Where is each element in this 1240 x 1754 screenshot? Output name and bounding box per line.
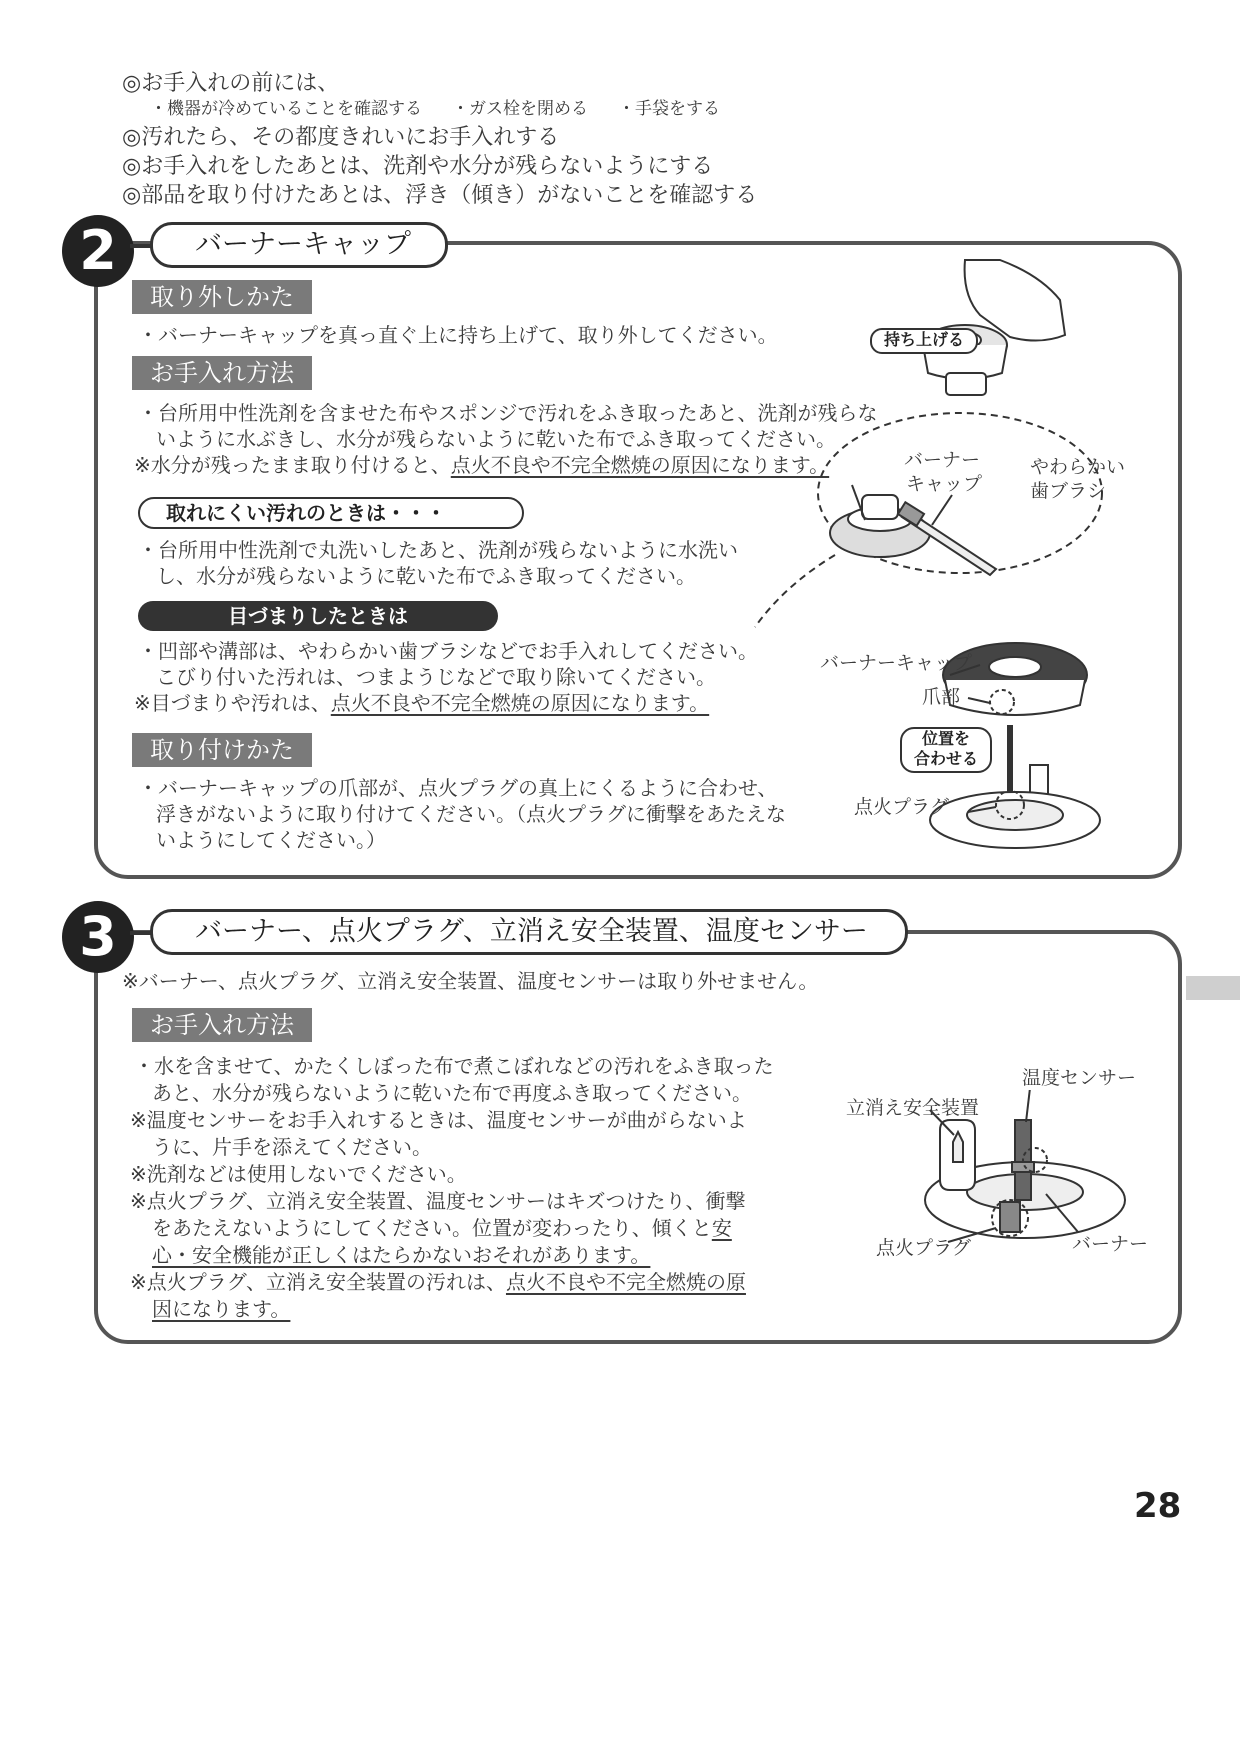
stubborn-line-2: し、水分が残らないように乾いた布でふき取ってください。 bbox=[156, 564, 696, 588]
intro-sub-list bbox=[150, 94, 750, 119]
care-line-2: いように水ぶきし、水分が残らないように乾いた布でふき取ってください。 bbox=[156, 427, 836, 451]
attach-line-3: いようにしてください。） bbox=[156, 828, 386, 852]
zoom-cap-label-2: キャップ bbox=[906, 473, 983, 495]
intro-sub-item: ・手袋をする bbox=[618, 99, 720, 119]
s3-plug-label: 点火プラグ bbox=[876, 1237, 972, 1259]
zoom-cap-label-1: バーナー bbox=[904, 449, 981, 471]
stubborn-label: 取れにくい汚れのときは・・・ bbox=[138, 497, 524, 529]
intro-sub-item: ・ガス栓を閉める bbox=[452, 99, 588, 119]
s3-care-line-9-prefix: ※点火プラグ、立消え安全装置の汚れは、 bbox=[130, 1270, 506, 1294]
s3-care-line-8 bbox=[152, 1242, 650, 1268]
zoom-brush-label-2: 歯ブラシ bbox=[1030, 480, 1107, 502]
plug-label: 点火プラグ bbox=[854, 796, 950, 818]
s3-care-line-9 bbox=[130, 1269, 746, 1295]
s3-care-line-7-underlined: 安 bbox=[711, 1216, 732, 1240]
s3-care-line-6: ※点火プラグ、立消え安全装置、温度センサーはキズつけたり、衝撃 bbox=[130, 1189, 746, 1213]
clog-line-1: ・凹部や溝部は、やわらかい歯ブラシなどでお手入れしてください。 bbox=[138, 639, 758, 663]
s3-care-line-5: ※洗剤などは使用しないでください。 bbox=[130, 1162, 467, 1186]
attach-label: 取り付けかた bbox=[132, 733, 312, 767]
intro-line-4: ◎部品を取り付けたあとは、浮き（傾き）がないことを確認する bbox=[122, 183, 758, 208]
side-index-tab bbox=[1186, 976, 1240, 1000]
s3-care-line-7 bbox=[152, 1215, 732, 1241]
section-3-number: 3 bbox=[62, 901, 134, 973]
s3-care-line-9-underlined: 点火不良や不完全燃焼の原 bbox=[505, 1270, 746, 1294]
section-2-title: バーナーキャップ bbox=[150, 222, 448, 268]
attach-line-1: ・バーナーキャップの爪部が、点火プラグの真上にくるように合わせ、 bbox=[138, 776, 778, 800]
s3-care-line-7-prefix: をあたえないようにしてください。位置が変わったり、傾くと bbox=[152, 1216, 712, 1240]
safety-device-label: 立消え安全装置 bbox=[846, 1097, 980, 1119]
intro-line-1: ◎お手入れの前には、 bbox=[122, 71, 340, 96]
clog-note bbox=[134, 690, 709, 716]
care-label: お手入れ方法 bbox=[132, 356, 312, 390]
zoom-brush-label-1: やわらかい bbox=[1030, 456, 1126, 478]
s3-care-line-3: ※温度センサーをお手入れするときは、温度センサーが曲がらないよ bbox=[130, 1108, 747, 1132]
s3-care-line-10-underlined: 因になります。 bbox=[152, 1297, 291, 1321]
clog-label: 目づまりしたときは bbox=[138, 601, 498, 631]
clog-note-underlined: 点火不良や不完全燃焼の原因になります。 bbox=[330, 691, 710, 715]
remove-label: 取り外しかた bbox=[132, 280, 312, 314]
cap-brush-icon bbox=[830, 495, 996, 575]
lift-badge: 持ち上げる bbox=[870, 328, 978, 354]
section-3-title: バーナー、点火プラグ、立消え安全装置、温度センサー bbox=[150, 909, 908, 955]
align-badge bbox=[900, 727, 992, 773]
stubborn-line-1: ・台所用中性洗剤で丸洗いしたあと、洗剤が残らないように水洗い bbox=[138, 538, 738, 562]
clog-note-prefix: ※目づまりや汚れは、 bbox=[134, 691, 331, 715]
section-3-note: ※バーナー、点火プラグ、立消え安全装置、温度センサーは取り外せません。 bbox=[122, 969, 819, 993]
s3-care-line-8-underlined: 心・安全機能が正しくはたらかないおそれがあります。 bbox=[152, 1243, 651, 1267]
clog-line-2: こびり付いた汚れは、つまようじなどで取り除いてください。 bbox=[156, 665, 716, 689]
intro-line-2: ◎汚れたら、その都度きれいにお手入れする bbox=[122, 125, 560, 150]
attach-line-2: 浮きがないように取り付けてください。（点火プラグに衝撃をあたえな bbox=[156, 802, 786, 826]
align-badge-line-2: 合わせる bbox=[913, 749, 978, 768]
s3-care-line-1: ・水を含ませて、かたくしぼった布で煮こぼれなどの汚れをふき取った bbox=[134, 1054, 774, 1078]
care-note bbox=[134, 452, 829, 478]
page-number: 28 bbox=[1134, 1486, 1182, 1526]
align-badge-line-1: 位置を bbox=[921, 729, 970, 748]
s3-care-label: お手入れ方法 bbox=[132, 1008, 312, 1042]
care-line-1: ・台所用中性洗剤を含ませた布やスポンジで汚れをふき取ったあと、洗剤が残らな bbox=[138, 401, 878, 425]
burner-parts-icon bbox=[925, 1120, 1125, 1238]
cap-label: バーナーキャップ bbox=[820, 652, 973, 674]
s3-care-line-10 bbox=[152, 1296, 290, 1322]
section-2-number: 2 bbox=[62, 215, 134, 287]
claw-label: 爪部 bbox=[922, 686, 961, 708]
burner-label: バーナー bbox=[1072, 1233, 1149, 1255]
remove-text: ・バーナーキャップを真っ直ぐ上に持ち上げて、取り外してください。 bbox=[138, 323, 778, 347]
intro-line-3: ◎お手入れをしたあとは、洗剤や水分が残らないようにする bbox=[122, 154, 714, 179]
s3-care-line-4: うに、片手を添えてください。 bbox=[152, 1135, 432, 1159]
intro-sub-item: ・機器が冷めていることを確認する bbox=[150, 99, 422, 119]
care-note-underlined: 点火不良や不完全燃焼の原因になります。 bbox=[450, 453, 830, 477]
s3-care-line-2: あと、水分が残らないように乾いた布で再度ふき取ってください。 bbox=[152, 1081, 752, 1105]
care-note-prefix: ※水分が残ったまま取り付けると、 bbox=[134, 453, 451, 477]
sensor-label: 温度センサー bbox=[1022, 1067, 1137, 1089]
